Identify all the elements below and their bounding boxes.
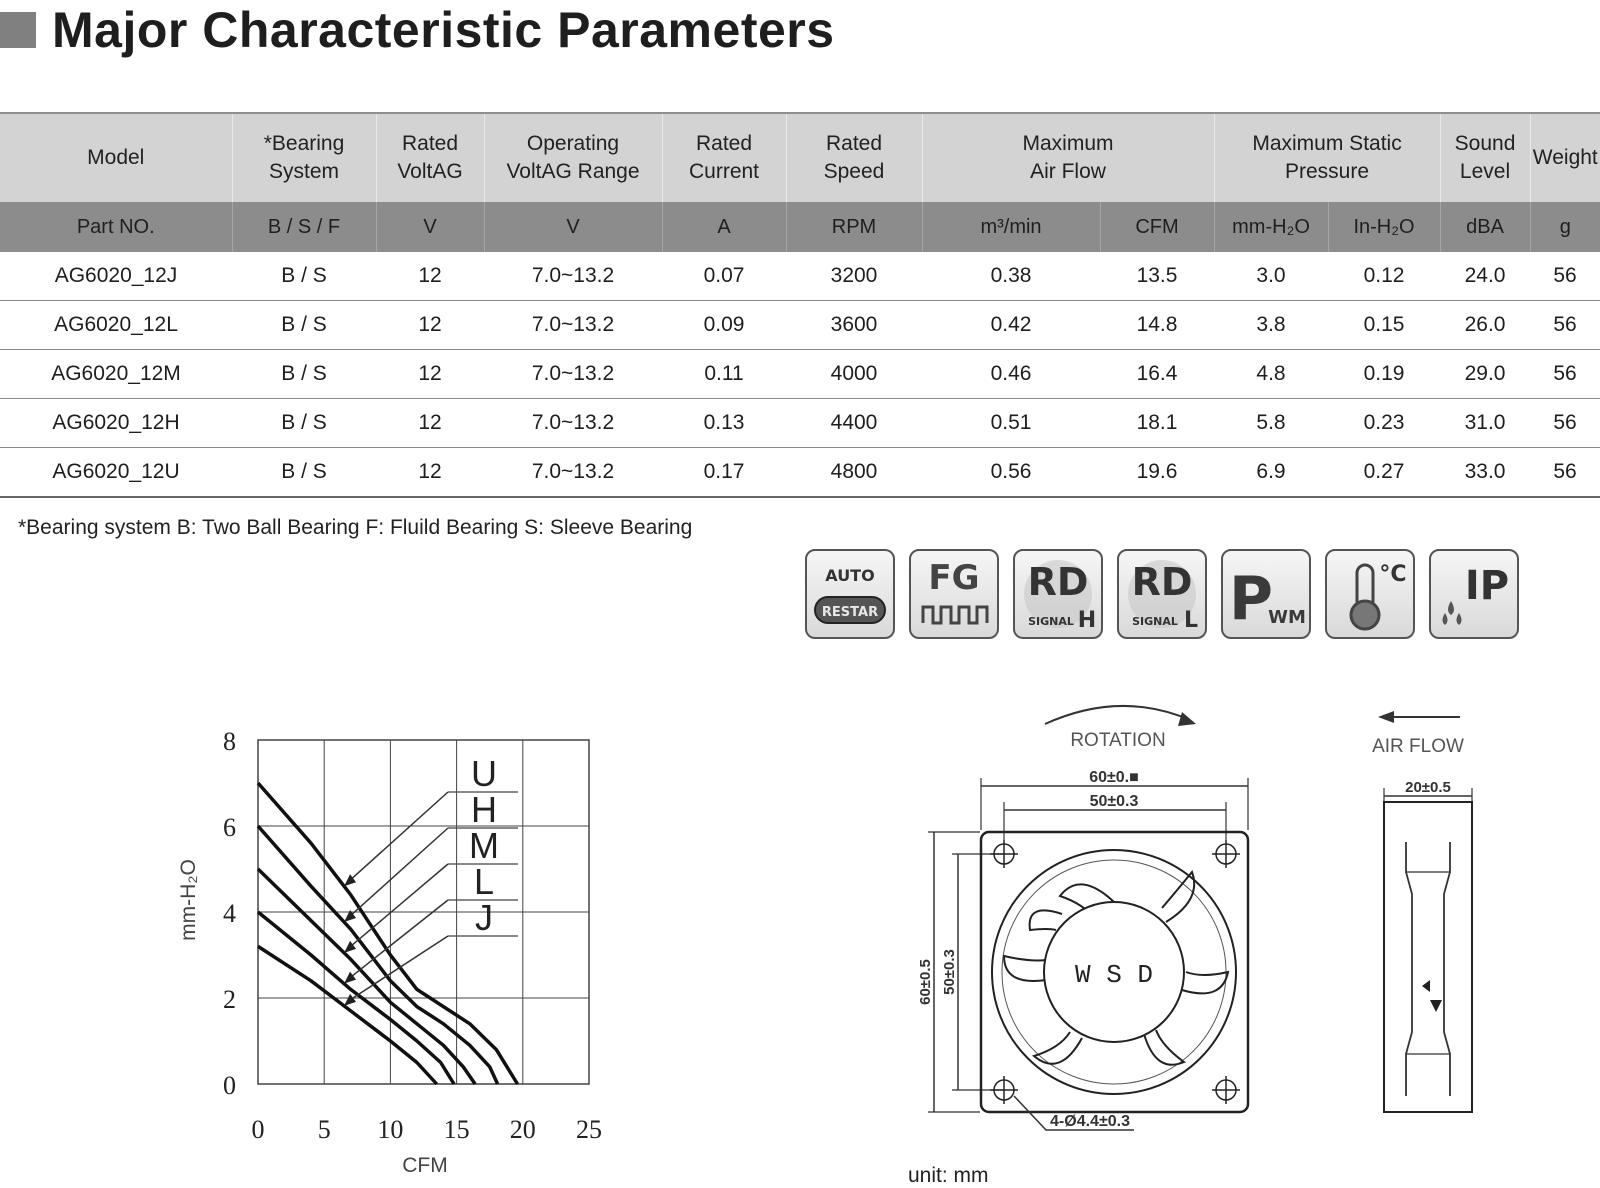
rotation-arrow-icon bbox=[1178, 712, 1196, 726]
series-pointer bbox=[350, 828, 448, 916]
rdh-badge-text: RD bbox=[1027, 560, 1089, 604]
series-label-M: M bbox=[469, 825, 499, 866]
temperature-unit: °C bbox=[1379, 562, 1407, 587]
unit-pressure-in: In-H₂O bbox=[1328, 202, 1440, 252]
x-tick-label: 25 bbox=[576, 1115, 602, 1144]
table-cell: 3.0 bbox=[1214, 252, 1328, 301]
unit-bearing: B / S / F bbox=[232, 202, 376, 252]
rdh-badge-suffix: H bbox=[1077, 608, 1097, 633]
table-row bbox=[0, 448, 1600, 498]
rdl-badge-suffix: L bbox=[1183, 608, 1199, 633]
table-cell: 0.07 bbox=[662, 252, 786, 301]
pwm-badge-big: P bbox=[1229, 564, 1273, 634]
series-label-H: H bbox=[471, 789, 497, 830]
rotation-label: ROTATION bbox=[1070, 730, 1166, 751]
y-tick-label: 8 bbox=[223, 727, 236, 756]
table-cell: B / S bbox=[232, 448, 376, 498]
temperature-badge bbox=[1325, 549, 1415, 639]
chart-y-ticks bbox=[223, 727, 236, 1100]
table-cell: AG6020_12J bbox=[0, 252, 232, 301]
auto-restart-badge bbox=[805, 549, 895, 639]
table-header-row bbox=[0, 113, 1600, 202]
unit-rated-voltage: V bbox=[376, 202, 484, 252]
x-tick-label: 0 bbox=[251, 1115, 265, 1144]
chart-grid bbox=[258, 740, 589, 1084]
table-cell: 0.42 bbox=[922, 301, 1100, 350]
airflow-label: AIR FLOW bbox=[1372, 736, 1464, 757]
water-drop-icon bbox=[1443, 601, 1462, 625]
x-tick-label: 20 bbox=[509, 1115, 536, 1144]
unit-current: A bbox=[662, 202, 786, 252]
table-cell: 7.0~13.2 bbox=[484, 252, 662, 301]
pulse-wave-icon bbox=[923, 607, 987, 623]
title-square-icon bbox=[0, 12, 36, 48]
unit-airflow-m3: m³/min bbox=[922, 202, 1100, 252]
y-tick-label: 0 bbox=[223, 1071, 236, 1100]
table-cell: 56 bbox=[1530, 252, 1600, 301]
table-cell: 0.12 bbox=[1328, 252, 1440, 301]
table-cell: 33.0 bbox=[1440, 448, 1530, 498]
auto-badge-top: AUTO bbox=[825, 566, 875, 585]
y-tick-label: 6 bbox=[223, 813, 236, 842]
table-row bbox=[0, 399, 1600, 448]
table-cell: 0.56 bbox=[922, 448, 1100, 498]
header-max-airflow: Maximum Air Flow bbox=[922, 113, 1214, 202]
y-tick-label: 2 bbox=[223, 985, 236, 1014]
table-cell: 16.4 bbox=[1100, 350, 1214, 399]
unit-part-no: Part NO. bbox=[0, 202, 232, 252]
table-cell: 6.9 bbox=[1214, 448, 1328, 498]
fg-badge-text: FG bbox=[928, 558, 980, 598]
title-bar bbox=[0, 0, 835, 60]
page-title: Major Characteristic Parameters bbox=[52, 2, 835, 58]
pressure-flow-chart bbox=[0, 720, 640, 1186]
header-sound-level: Sound Level bbox=[1440, 113, 1530, 202]
table-cell: 31.0 bbox=[1440, 399, 1530, 448]
chart-y-label: mm-H₂O bbox=[177, 859, 200, 941]
table-cell: 0.27 bbox=[1328, 448, 1440, 498]
thermometer-icon bbox=[1351, 601, 1379, 629]
table-cell: 0.51 bbox=[922, 399, 1100, 448]
table-cell: 24.0 bbox=[1440, 252, 1530, 301]
table-cell: 12 bbox=[376, 301, 484, 350]
table-cell: 18.1 bbox=[1100, 399, 1214, 448]
table-row bbox=[0, 350, 1600, 399]
feature-badges bbox=[805, 549, 1519, 639]
series-pointer bbox=[350, 864, 448, 947]
table-cell: B / S bbox=[232, 350, 376, 399]
series-label-L: L bbox=[473, 861, 495, 902]
bearing-note: *Bearing system B: Two Ball Bearing F: Fluild Bearing S: Sleeve Bearing bbox=[18, 516, 693, 539]
unit-weight: g bbox=[1530, 202, 1600, 252]
table-cell: 19.6 bbox=[1100, 448, 1214, 498]
table-cell: 3.8 bbox=[1214, 301, 1328, 350]
dim-outer-width: 60±0.■ bbox=[1089, 769, 1139, 786]
chart-series-labels bbox=[344, 753, 518, 1006]
table-cell: 12 bbox=[376, 448, 484, 498]
side-arrow-icon bbox=[1422, 980, 1442, 1012]
table-cell: 3200 bbox=[786, 252, 922, 301]
unit-speed: RPM bbox=[786, 202, 922, 252]
table-cell: 56 bbox=[1530, 350, 1600, 399]
pwm-badge-small: WM bbox=[1268, 607, 1306, 628]
table-cell: 29.0 bbox=[1440, 350, 1530, 399]
table-cell: 4.8 bbox=[1214, 350, 1328, 399]
table-cell: B / S bbox=[232, 399, 376, 448]
unit-sound: dBA bbox=[1440, 202, 1530, 252]
parameters-table bbox=[0, 112, 1600, 498]
table-cell: 7.0~13.2 bbox=[484, 350, 662, 399]
header-operating-voltage: Operating VoltAG Range bbox=[484, 113, 662, 202]
header-weight: Weight bbox=[1530, 113, 1600, 202]
dim-outer-height: 60±0.5 bbox=[917, 959, 934, 1005]
table-cell: 0.23 bbox=[1328, 399, 1440, 448]
table-unit-row bbox=[0, 202, 1600, 252]
table-cell: 7.0~13.2 bbox=[484, 448, 662, 498]
table-cell: 5.8 bbox=[1214, 399, 1328, 448]
table-cell: 4400 bbox=[786, 399, 922, 448]
table-cell: 26.0 bbox=[1440, 301, 1530, 350]
table-cell: AG6020_12U bbox=[0, 448, 232, 498]
table-cell: 12 bbox=[376, 252, 484, 301]
table-cell: 7.0~13.2 bbox=[484, 301, 662, 350]
table-cell: 0.38 bbox=[922, 252, 1100, 301]
table-cell: 12 bbox=[376, 399, 484, 448]
chart-x-ticks bbox=[252, 1115, 603, 1144]
pwm-badge bbox=[1221, 549, 1311, 639]
table-cell: 0.09 bbox=[662, 301, 786, 350]
unit-pressure-mm: mm-H₂O bbox=[1214, 202, 1328, 252]
depth-dimension: 20±0.5 bbox=[1405, 779, 1451, 796]
table-row bbox=[0, 301, 1600, 350]
table-cell: 0.15 bbox=[1328, 301, 1440, 350]
y-tick-label: 4 bbox=[223, 899, 236, 928]
auto-badge-bottom: RESTAR bbox=[821, 605, 879, 620]
table-cell: 56 bbox=[1530, 301, 1600, 350]
table-cell: 14.8 bbox=[1100, 301, 1214, 350]
fan-dimension-drawing bbox=[900, 690, 1580, 1160]
table-cell: AG6020_12M bbox=[0, 350, 232, 399]
series-label-J: J bbox=[475, 897, 493, 938]
series-pointer-arrow-icon bbox=[344, 994, 356, 1006]
dim-inner-height: 50±0.3 bbox=[941, 949, 958, 995]
table-cell: 12 bbox=[376, 350, 484, 399]
rd-signal-h-badge bbox=[1013, 549, 1103, 639]
table-cell: 56 bbox=[1530, 448, 1600, 498]
rdl-badge-text: RD bbox=[1131, 560, 1193, 604]
chart-x-label: CFM bbox=[402, 1154, 448, 1177]
hole-dimension: 4-Ø4.4±0.3 bbox=[1050, 1113, 1130, 1130]
rd-signal-l-badge bbox=[1117, 549, 1207, 639]
table-cell: B / S bbox=[232, 301, 376, 350]
header-rated-current: Rated Current bbox=[662, 113, 786, 202]
table-cell: 4800 bbox=[786, 448, 922, 498]
unit-label: unit: mm bbox=[908, 1164, 989, 1187]
fg-badge bbox=[909, 549, 999, 639]
ip-badge-text: IP bbox=[1464, 563, 1510, 609]
series-pointer bbox=[350, 792, 448, 880]
header-bearing: *Bearing System bbox=[232, 113, 376, 202]
unit-airflow-cfm: CFM bbox=[1100, 202, 1214, 252]
airflow-arrow-icon bbox=[1378, 711, 1394, 723]
header-max-static-pressure: Maximum Static Pressure bbox=[1214, 113, 1440, 202]
dim-inner-width: 50±0.3 bbox=[1089, 793, 1139, 810]
table-cell: 0.46 bbox=[922, 350, 1100, 399]
table-cell: AG6020_12L bbox=[0, 301, 232, 350]
header-rated-voltage: Rated VoltAG bbox=[376, 113, 484, 202]
table-cell: 0.17 bbox=[662, 448, 786, 498]
table-cell: 56 bbox=[1530, 399, 1600, 448]
hub-text: W S D bbox=[1074, 960, 1154, 990]
unit-operating-voltage: V bbox=[484, 202, 662, 252]
rdh-badge-sub: SIGNAL bbox=[1028, 615, 1074, 628]
table-cell: 0.13 bbox=[662, 399, 786, 448]
x-tick-label: 15 bbox=[443, 1115, 470, 1144]
rdl-badge-sub: SIGNAL bbox=[1132, 615, 1178, 628]
table-row bbox=[0, 252, 1600, 301]
table-cell: 0.11 bbox=[662, 350, 786, 399]
x-tick-label: 10 bbox=[377, 1115, 404, 1144]
ip-badge bbox=[1429, 549, 1519, 639]
table-cell: 3600 bbox=[786, 301, 922, 350]
table-cell: 7.0~13.2 bbox=[484, 399, 662, 448]
header-rated-speed: Rated Speed bbox=[786, 113, 922, 202]
table-cell: AG6020_12H bbox=[0, 399, 232, 448]
series-line-J bbox=[258, 946, 437, 1084]
table-cell: 0.19 bbox=[1328, 350, 1440, 399]
table-cell: 13.5 bbox=[1100, 252, 1214, 301]
series-label-U: U bbox=[471, 753, 497, 794]
fan-side-view bbox=[1384, 802, 1472, 1112]
x-tick-label: 5 bbox=[317, 1115, 331, 1144]
table-cell: 4000 bbox=[786, 350, 922, 399]
header-model: Model bbox=[0, 113, 232, 202]
table-cell: B / S bbox=[232, 252, 376, 301]
